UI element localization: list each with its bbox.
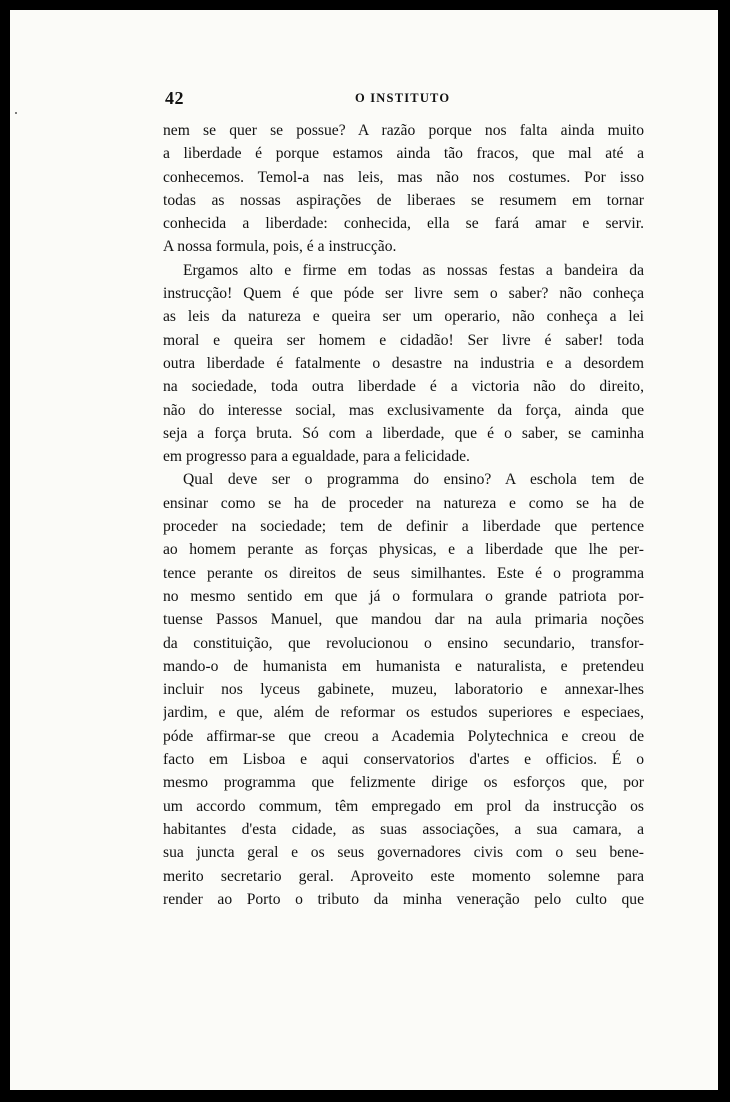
text-line: no mesmo sentido em que já o formulara o grande patriota por- <box>163 587 644 605</box>
text-line: a liberdade é porque estamos ainda tão fracos, que mal até a <box>163 145 644 163</box>
text-line: merito secretario geral. Aproveito este momento solemne para <box>163 867 644 885</box>
text-line: nem se quer se possue? A razão porque nos falta ainda muito <box>163 122 644 139</box>
text-line: não do interesse social, mas exclusivamente da força, ainda que <box>163 401 644 419</box>
text-line: ao homem perante as forças physicas, e a liberdade que lhe per- <box>163 541 644 559</box>
text-line: tence perante os direitos de seus similhantes. Este é o programma <box>163 564 644 582</box>
text-line: outra liberdade é fatalmente o desastre na industria e a desordem <box>163 354 644 372</box>
text-line: as leis da natureza e queira ser um operario, não conheça a lei <box>163 308 644 326</box>
text-line: habitantes d'esta cidade, as suas associações, a sua camara, a <box>163 820 644 838</box>
text-line: sua juncta geral e os seus governadores civis com o seu bene- <box>163 844 644 862</box>
text-line: ensinar como se ha de proceder na natureza e como se ha de <box>163 494 644 512</box>
paragraph <box>163 468 644 911</box>
text-line: todas as nossas aspirações de liberaes se resumem em tornar <box>163 191 644 209</box>
text-line: em progresso para a egualdade, para a felicidade. <box>163 448 470 466</box>
page-header <box>165 88 655 112</box>
text-line: proceder na sociedade; tem de definir a liberdade que pertence <box>163 518 644 536</box>
text-line: tuense Passos Manuel, que mandou dar na aula primaria noções <box>163 611 644 629</box>
text-line: moral e queira ser homem e cidadão! Ser livre é saber! toda <box>163 331 644 349</box>
text-line: mando-o de humanista em humanista e naturalista, e pretendeu <box>163 657 644 675</box>
text-line: conhecemos. Temol-a nas leis, mas não nos costumes. Por isso <box>163 168 644 186</box>
text-line: mesmo programma que felizmente dirige os esforços que, por <box>163 774 644 792</box>
paragraph <box>163 119 644 259</box>
page-number: 42 <box>165 88 184 108</box>
text-line: da constituição, que revolucionou o ensino secundario, transfor- <box>163 634 644 652</box>
text-line: conhecida a liberdade: conhecida, ella se fará amar e servir. <box>163 215 644 233</box>
paragraph <box>163 259 644 469</box>
page-speck <box>15 112 17 114</box>
text-line: render ao Porto o tributo da minha veneração pelo culto que <box>163 890 644 908</box>
running-title: O INSTITUTO <box>355 91 451 105</box>
body-text <box>163 119 644 911</box>
text-line: seja a força bruta. Só com a liberdade, que é o saber, se caminha <box>163 424 644 442</box>
book-page <box>10 10 718 1090</box>
text-line: instrucção! Quem é que póde ser livre sem o saber? não conheça <box>163 285 644 303</box>
text-line: póde affirmar-se que creou a Academia Polytechnica e creou de <box>163 727 644 745</box>
text-line: incluir nos lyceus gabinete, muzeu, laboratorio e annexar-lhes <box>163 681 644 699</box>
text-line: Qual deve ser o programma do ensino? A eschola tem de <box>183 471 644 489</box>
text-line: facto em Lisboa e aqui conservatorios d'artes e officios. É o <box>163 751 644 769</box>
text-line: A nossa formula, pois, é a instrucção. <box>163 238 397 256</box>
text-line: Ergamos alto e firme em todas as nossas festas a bandeira da <box>183 261 644 279</box>
text-line: um accordo commum, têm empregado em prol da instrucção os <box>163 797 644 815</box>
text-line: jardim, e que, além de reformar os estudos superiores e especiaes, <box>163 704 644 722</box>
text-line: na sociedade, toda outra liberdade é a victoria não do direito, <box>163 378 644 396</box>
